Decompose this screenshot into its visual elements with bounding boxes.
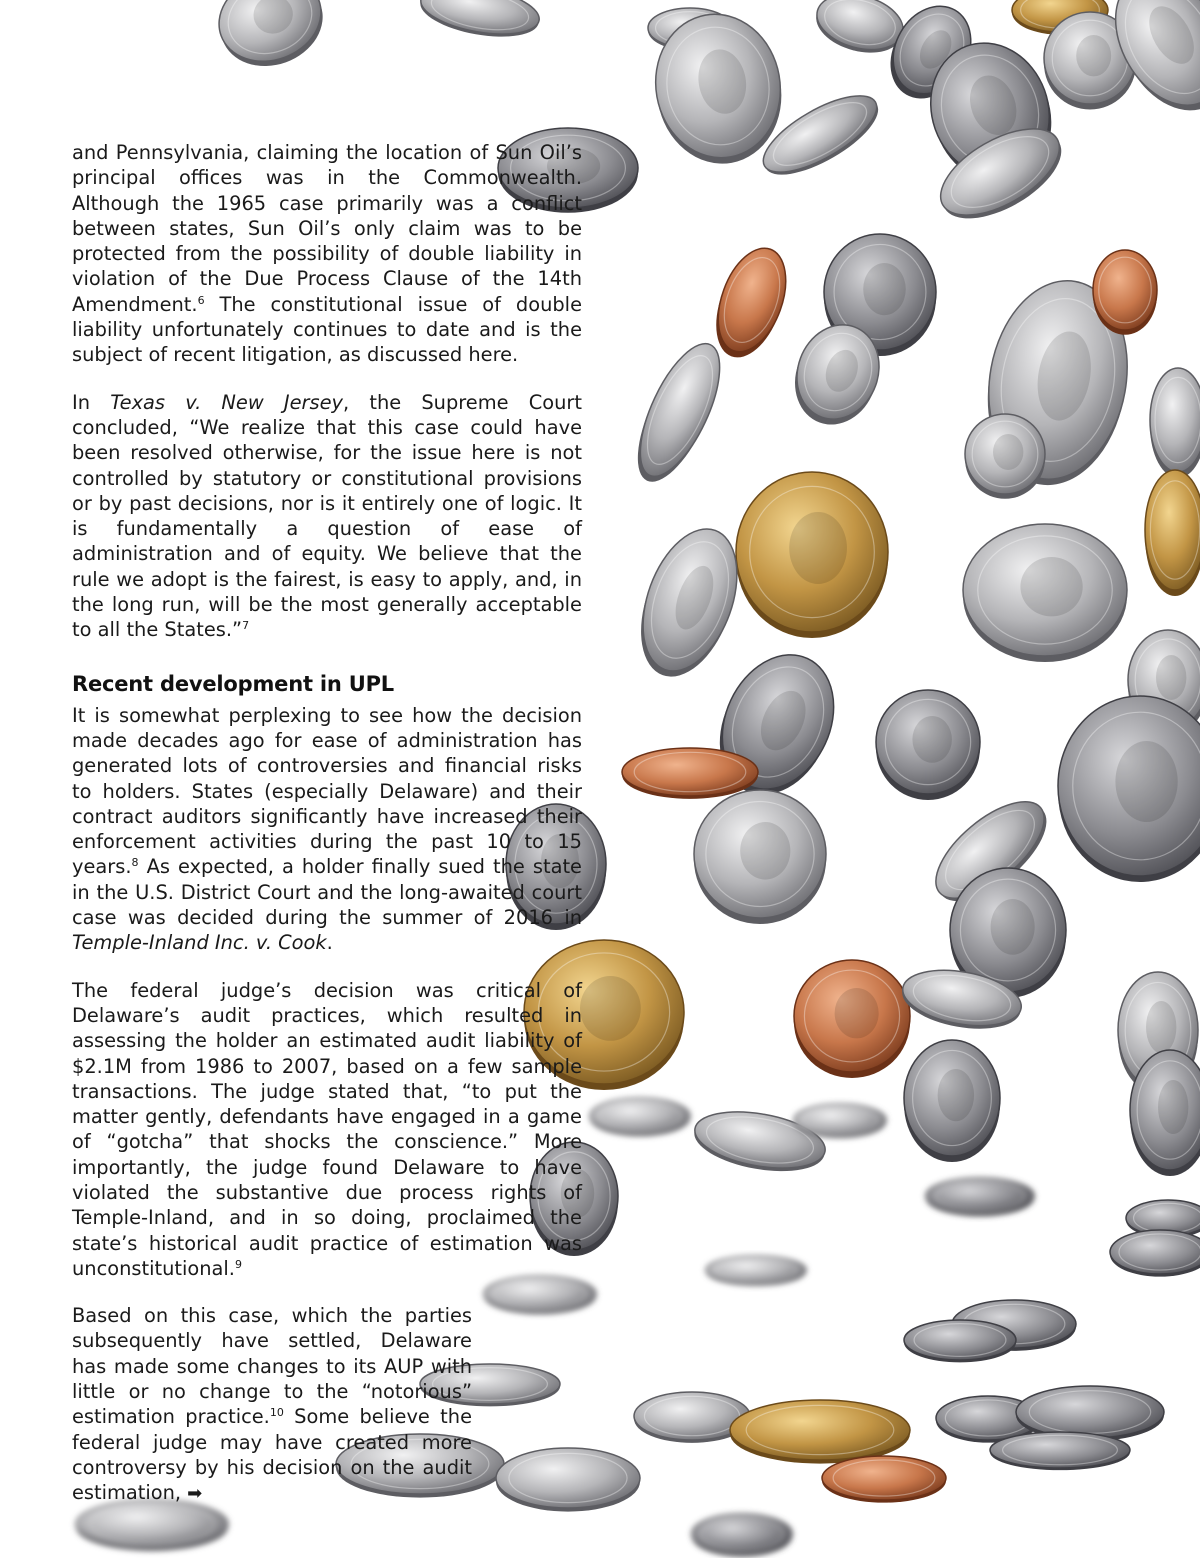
paragraph-text: The federal judge’s decision was critical of Delaware’s audit practices, which resulted in assessing the holder an estimated audit liability of $2.1M from 1986 to 2007, based on a few sample transactions. The judge stated that, “to put the matter gently, defendants have engaged in a game of “gotcha” that shocks the conscience.” More importantly, the judge found Delaware to have violated the substantive due process rights of Temple-Inland, and in so doing, proclaimed the state’s historical audit practice of estimation was unconstitutional.	[72, 978, 582, 1280]
gold-dollar-coin	[1145, 470, 1200, 596]
paragraph-settled	[72, 1303, 472, 1506]
silver-coin	[590, 1098, 690, 1136]
silver-coin	[623, 516, 755, 689]
silver-coin	[926, 1178, 1034, 1216]
paragraph-text: , the Supreme Court concluded, “We realize that this case could have been resolved otherwise, for the issue here is not controlled by statutory or constitutional provisions or by past decisions, nor is it entirely one of logic. It is fundamentally a question of ease of administration and of equity. We believe that the rule we adopt is the fairest, is easy to apply, and, in the long run, will be the most generally acceptable to all the States.”	[72, 390, 582, 642]
footnote-ref: 6	[197, 293, 205, 307]
silver-coin	[694, 790, 826, 924]
footnote-ref: 9	[234, 1257, 242, 1271]
silver-coin	[904, 1040, 1000, 1162]
paragraph-text: As expected, a holder finally sued the state in the U.S. District Court and the long-awaited court case was decided during the summer of 2016 in	[72, 855, 582, 930]
silver-coin	[965, 414, 1045, 499]
silver-coin	[876, 690, 980, 800]
case-name: Texas v. New Jersey	[110, 390, 344, 414]
silver-coin	[622, 333, 736, 493]
silver-coin	[990, 1432, 1130, 1470]
footnote-ref: 10	[269, 1406, 284, 1420]
silver-coin	[794, 1104, 886, 1138]
silver-coin	[1058, 696, 1200, 882]
footnote-ref: 8	[131, 856, 139, 870]
penny-coin	[794, 960, 910, 1078]
silver-coin	[692, 1514, 792, 1556]
paragraph-end: .	[326, 931, 333, 955]
right-arrow-icon[interactable]: ➡	[187, 1483, 203, 1505]
penny-coin	[1093, 250, 1157, 335]
case-name: Temple-Inland Inc. v. Cook	[72, 931, 327, 955]
gold-dollar-coin	[736, 472, 888, 638]
paragraph-text: It is somewhat perplexing to see how the decision made decades ago for ease of administration has generated lots of controversies and financial risks to holders. States (especially Delaware) and their contract auditors significantly have increased their enforcement activities during the past 10 to 15 years.	[72, 703, 582, 879]
silver-coin	[904, 1320, 1016, 1362]
paragraph-sun-oil	[72, 140, 582, 368]
paragraph-text: and Pennsylvania, claiming the location of Sun Oil’s principal offices was in the Commonwealth. Although the 1965 case primarily was a conflict between states, Sun Oil’s only claim was to be protected from the possibility of double liability in violation of the Due Process Clause of the 14th Amendment.	[72, 141, 582, 316]
silver-coin	[1130, 1050, 1200, 1176]
paragraph-lead: In	[72, 390, 111, 414]
article-body	[72, 140, 582, 1507]
paragraph-perplexing	[72, 703, 582, 956]
silver-coin	[963, 524, 1127, 662]
paragraph-federal-judge	[72, 978, 582, 1282]
silver-coin	[706, 1256, 806, 1286]
silver-coin	[417, 0, 543, 45]
penny-coin	[822, 1456, 946, 1503]
paragraph-text: Based on this case, which the parties subsequently have settled, Delaware has made some changes to its AUP with little or no change to the “notorious” estimation practice.	[72, 1304, 472, 1429]
footnote-ref: 7	[242, 619, 250, 633]
penny-coin	[703, 239, 798, 367]
silver-coin	[1110, 1230, 1200, 1277]
paragraph-text: Some believe the federal judge may have created more controversy by his decision on the audit estimation,	[72, 1405, 472, 1505]
section-heading: Recent development in UPL	[72, 671, 394, 696]
silver-coin	[207, 0, 335, 80]
paragraph-text: The constitutional issue of double liability unfortunately continues to date and is the subject of recent litigation, as discussed here.	[72, 292, 582, 367]
penny-coin	[622, 748, 758, 799]
gold-dollar-coin	[730, 1400, 910, 1464]
silver-coin	[76, 1500, 228, 1551]
silver-coin	[1150, 368, 1200, 478]
paragraph-texas-v-new-jersey	[72, 390, 582, 643]
